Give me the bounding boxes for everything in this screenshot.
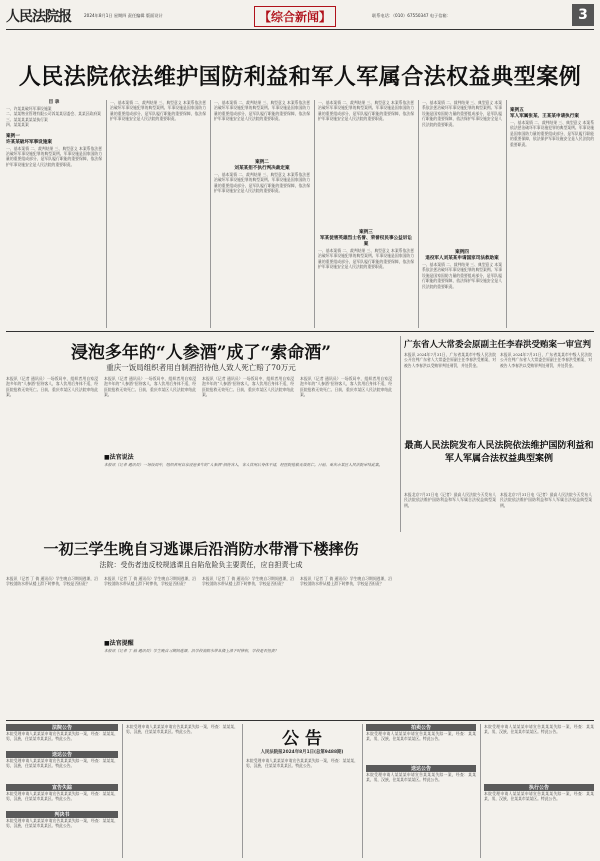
notice-label: 执行公告 bbox=[484, 784, 594, 791]
notice-text: 本院受理申请人某某某申请宣告某某某失踪一案，经查：某某某，男，汉族，住某某市某某区。特此公告。 bbox=[484, 724, 594, 735]
article-subhead: 法院：受伤者违反校规逃课且自陷危险负主要责任，应自担责七成 bbox=[99, 561, 303, 569]
article-bribery-verdict bbox=[404, 336, 594, 436]
case-title: 案例二 bbox=[255, 160, 269, 165]
notice-label: 法院公告 bbox=[6, 724, 118, 731]
notices-left bbox=[6, 724, 118, 858]
column-6 bbox=[510, 100, 594, 328]
body-text: 一、基本案情 二、裁判结果 三、典型意义 本案系依法惩治破坏军事设施犯罪的典型案例。军事设施是国家国防力量的重要组成部分，是军队履行职能的重要保障，依法保护军事设施安全是人民法院的重要职责。 bbox=[422, 100, 502, 127]
notice-text: 本院受理申请人某某某申请宣告某某某失踪一案，经查：某某某，男，汉族，住某某市某某区。特此公告。 bbox=[366, 731, 476, 742]
comment-text: 本报讯（记者 通讯员）一场饭局中，组织者用自家浸泡多年的“人参酒”招待客人，客人饮用后身体不适，经医院抢救无效死亡。日前，重庆市某区人民法院审结此案。 bbox=[104, 462, 383, 467]
article-spc-release bbox=[404, 440, 594, 626]
body-text: 本报讯 2024年7月31日，广东省某某市中级人民法院公开宣判广东省人大常委会原副主任李春洪受贿案，对被告人李春洪以受贿罪判处刑罚，并处罚金。 bbox=[404, 352, 496, 368]
case-title: 案例三 bbox=[359, 230, 373, 235]
body-text: 一、基本案情 二、裁判结果 三、典型意义 本案系依法惩治破坏军事设施犯罪的典型案例。军事设施是国家国防力量的重要组成部分，是军队履行职能的重要保障，依法保护军事设施安全是人民法院的重要职责。 bbox=[422, 262, 502, 289]
notice-label: 判决书 bbox=[6, 811, 118, 818]
body-text: 一、基本案情 二、裁判结果 三、典型意义 本案系依法惩治破坏军事设施犯罪的典型案例。军事设施是国家国防力量的重要组成部分，是军队履行职能的重要保障，依法保护军事设施安全是人民法院的重要职责。 bbox=[6, 145, 102, 167]
notices-subtitle: 人民法院报2024年8月1日(总第9488期) bbox=[260, 750, 344, 755]
article-ginseng-wine bbox=[6, 336, 396, 532]
notice-label: 送达公告 bbox=[6, 751, 118, 758]
toc-item: 二、某某物业管理有限公司诉某某居委会、某某区政府案 bbox=[6, 111, 101, 117]
body-text: 本报讯（记者 丁 倩 通讯员）学生晚自习期间逃课，沿学校消防水带从楼上滑下时摔伤，学校是否担责？ bbox=[300, 576, 392, 587]
notice-text: 本院受理申请人某某某申请宣告某某某失踪一案，经查：某某某，男，汉族，住某某市某某区。特此公告。 bbox=[6, 731, 118, 742]
body-text: 一、基本案情 二、裁判结果 三、典型意义 本案系依法惩治破坏军事设施犯罪的典型案例。军事设施是国家国防力量的重要组成部分，是军队履行职能的重要保障，依法保护军事设施安全是人民法院的重要职责。 bbox=[510, 120, 594, 147]
newspaper-logo: 人民法院报 bbox=[6, 9, 71, 25]
notices-right-b bbox=[484, 724, 594, 858]
body-text: 本报讯（记者 丁 倩 通讯员）学生晚自习期间逃课，沿学校消防水带从楼上滑下时摔伤，学校是否担责？ bbox=[104, 576, 196, 587]
notice-text: 本院受理申请人某某某申请宣告某某某失踪一案，经查：某某某，男，汉族，住某某市某某区。特此公告。 bbox=[246, 758, 358, 769]
article-headline: 一初三学生晚自习逃课后沿消防水带滑下楼摔伤 bbox=[43, 540, 359, 558]
column-3 bbox=[214, 100, 310, 328]
notices-section bbox=[6, 724, 594, 858]
masthead bbox=[6, 4, 594, 30]
notice-text: 本院受理申请人某某某申请宣告某某某失踪一案，经查：某某某，男，汉族，住某某市某某区。特此公告。 bbox=[484, 791, 594, 802]
notice-label: 拍卖公告 bbox=[366, 724, 476, 731]
case-subtitle: 军人军属张某、王某某申请执行案 bbox=[510, 114, 579, 119]
body-text: 一、基本案情 二、裁判结果 三、典型意义 本案系依法惩治破坏军事设施犯罪的典型案例。军事设施是国家国防力量的重要组成部分，是军队履行职能的重要保障，依法保护军事设施安全是人民法院的重要职责。 bbox=[214, 100, 310, 122]
column-4 bbox=[318, 100, 414, 328]
section-label: 【综合新闻】 bbox=[254, 6, 336, 27]
case-title: 案例一 bbox=[6, 133, 20, 139]
body-text: 本报讯（记者 丁 倩 通讯员）学生晚自习期间逃课，沿学校消防水带从楼上滑下时摔伤，学校是否担责？ bbox=[202, 576, 294, 587]
comment-text: 本报讯（记者 丁 倩 通讯员）学生晚自习期间逃课，沿学校消防水带从楼上滑下时摔伤，学校是否担责？ bbox=[104, 648, 279, 653]
body-text: 本报北京7月31日电（记者）最高人民法院今天发布人民法院依法维护国防利益和军人军属合法权益典型案例。 bbox=[500, 492, 592, 508]
case-subtitle: 军某徒害英雄烈士名誉、荣誉权民事公益诉讼案 bbox=[320, 236, 412, 247]
body-text: 一、基本案情 二、裁判结果 三、典型意义 本案系依法惩治破坏军事设施犯罪的典型案例。军事设施是国家国防力量的重要组成部分，是军队履行职能的重要保障，依法保护军事设施安全是人民法院的重要职责。 bbox=[318, 100, 414, 122]
body-text: 一、基本案情 二、裁判结果 三、典型意义 本案系依法惩治破坏军事设施犯罪的典型案例。军事设施是国家国防力量的重要组成部分，是军队履行职能的重要保障，依法保护军事设施安全是人民法院的重要职责。 bbox=[214, 172, 310, 194]
toc-title: 目 录 bbox=[48, 100, 60, 105]
notice-text: 本院受理申请人某某某申请宣告某某某失踪一案，经查：某某某，男，汉族，住某某市某某区。特此公告。 bbox=[6, 791, 118, 802]
article-student-injury bbox=[6, 534, 396, 718]
page-number: 3 bbox=[572, 4, 594, 26]
body-text: 一、基本案情 二、裁判结果 三、典型意义 本案系依法惩治破坏军事设施犯罪的典型案例。军事设施是国家国防力量的重要组成部分，是军队履行职能的重要保障，依法保护军事设施安全是人民法院的重要职责。 bbox=[318, 248, 414, 270]
notices-center bbox=[246, 724, 358, 858]
case-title: 案例四 bbox=[455, 250, 469, 255]
case-title: 案例五 bbox=[510, 108, 524, 113]
notice-label: 宣告失踪 bbox=[6, 784, 118, 791]
toc-item: 三、某某某某某某执行案 bbox=[6, 116, 48, 122]
notice-text: 本院受理申请人某某某申请宣告某某某失踪一案，经查：某某某，男，汉族，住某某市某某区。特此公告。 bbox=[126, 724, 238, 735]
body-text: 本报讯 2024年7月31日，广东省某某市中级人民法院公开宣判广东省人大常委会原副主任李春洪受贿案，对被告人李春洪以受贿罪判处刑罚，并处罚金。 bbox=[500, 352, 592, 368]
notice-text: 本院受理申请人某某某申请宣告某某某失踪一案，经查：某某某，男，汉族，住某某市某某区。特此公告。 bbox=[6, 758, 118, 769]
notice-text: 本院受理申请人某某某申请宣告某某某失踪一案，经查：某某某，男，汉族，住某某市某某区。特此公告。 bbox=[366, 772, 476, 783]
case-subtitle: 退役军人刘某某申请国家司法救助案 bbox=[425, 256, 499, 261]
article-headline: 最高人民法院发布人民法院依法维护国防利益和军人军属合法权益典型案例 bbox=[404, 441, 594, 464]
comment-label: ■法官说法 bbox=[104, 454, 134, 461]
toc-item: 四、某某某案 bbox=[6, 122, 29, 128]
notices-right-a bbox=[366, 724, 476, 858]
article-subhead: 重庆一饭局组织者用自制酒招待他人致人死亡赔了70万元 bbox=[106, 363, 296, 372]
main-article bbox=[6, 100, 594, 328]
contact-info: 联系电话：（010）67550347 电子信箱： bbox=[372, 13, 451, 18]
article-headline: 浸泡多年的“人参酒”成了“索命酒” bbox=[70, 343, 332, 363]
body-text: 本报讯（记者 通讯员）一场饭局中，组织者用自家浸泡多年的“人参酒”招待客人，客人饮用后身体不适，经医院抢救无效死亡。日前，重庆市某区人民法院审结此案。 bbox=[300, 376, 392, 398]
case-subtitle: 许某某破坏军事设施案 bbox=[6, 139, 52, 145]
masthead-meta: 2024年8月1日 星期四 责任编辑 版面设计 bbox=[84, 13, 163, 18]
column-5 bbox=[422, 100, 502, 328]
body-text: 本报北京7月31日电（记者）最高人民法院今天发布人民法院依法维护国防利益和军人军属合法权益典型案例。 bbox=[404, 492, 496, 508]
notice-label: 送达公告 bbox=[366, 765, 476, 772]
notices-title: 公 告 bbox=[282, 729, 322, 749]
body-text: 一、基本案情 二、裁判结果 三、典型意义 本案系依法惩治破坏军事设施犯罪的典型案例。军事设施是国家国防力量的重要组成部分，是军队履行职能的重要保障，依法保护军事设施安全是人民法院的重要职责。 bbox=[110, 100, 206, 122]
body-text: 本报讯（记者 丁 倩 通讯员）学生晚自习期间逃课，沿学校消防水带从楼上滑下时摔伤，学校是否担责？ bbox=[6, 576, 98, 587]
toc-item: 一、许某某破坏军事设施案 bbox=[6, 106, 52, 111]
body-text: 本报讯（记者 通讯员）一场饭局中，组织者用自家浸泡多年的“人参酒”招待客人，客人饮用后身体不适，经医院抢救无效死亡。日前，重庆市某区人民法院审结此案。 bbox=[202, 376, 294, 398]
body-text: 本报讯（记者 通讯员）一场饭局中，组织者用自家浸泡多年的“人参酒”招待客人，客人饮用后身体不适，经医院抢救无效死亡。日前，重庆市某区人民法院审结此案。 bbox=[104, 376, 196, 398]
article-headline: 广东省人大常委会原副主任李春洪受贿案一审宣判 bbox=[404, 340, 592, 350]
toc bbox=[6, 100, 102, 328]
comment-label: ■法官提醒 bbox=[104, 640, 134, 647]
case-subtitle: 刘某某拒不执行判决裁定案 bbox=[234, 166, 290, 171]
main-headline: 人民法院依法维护国防利益和军人军属合法权益典型案例 bbox=[18, 64, 582, 90]
notice-text: 本院受理申请人某某某申请宣告某某某失踪一案，经查：某某某，男，汉族，住某某市某某区。特此公告。 bbox=[6, 818, 118, 829]
body-text: 本报讯（记者 通讯员）一场饭局中，组织者用自家浸泡多年的“人参酒”招待客人，客人饮用后身体不适，经医院抢救无效死亡。日前，重庆市某区人民法院审结此案。 bbox=[6, 376, 98, 398]
